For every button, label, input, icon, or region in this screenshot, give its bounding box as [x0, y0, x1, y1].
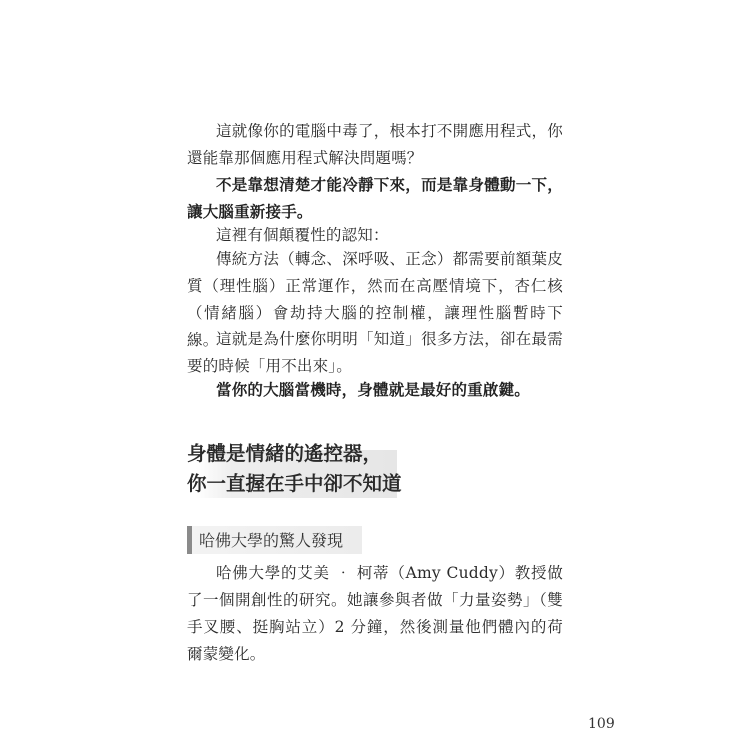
section-heading-accent [187, 526, 192, 554]
body-paragraph-5: 這就是為什麼你明明「知道」很多方法，卻在最需要的時候「用不出來」。 [187, 330, 563, 375]
body-paragraph-6: 當你的大腦當機時，身體就是最好的重啟鍵。 [216, 381, 531, 399]
page-number: 109 [588, 716, 615, 732]
chapter-headline [187, 439, 402, 499]
body-paragraph-3: 這裡有個顛覆性的認知： [216, 226, 389, 244]
section-heading: 哈佛大學的驚人發現 [199, 531, 344, 550]
section-paragraph-1: 哈佛大學的艾美 ‧ 柯蒂（Amy Cuddy）教授做了一個開創性的研究。她讓參與者做「力量姿勢」（雙手叉腰、挺胸站立）2 分鐘，然後測量他們體內的荷爾蒙變化。 [187, 564, 563, 663]
body-paragraph-1: 這就像你的電腦中毒了，根本打不開應用程式，你還能靠那個應用程式解決問題嗎？ [187, 122, 563, 167]
headline-line-1: 身體是情緒的遙控器， [187, 442, 383, 465]
body-paragraph-2: 不是靠想清楚才能冷靜下來，而是靠身體動一下，讓大腦重新接手。 [187, 176, 563, 221]
headline-line-2: 你一直握在手中卻不知道 [187, 472, 402, 495]
body-paragraph-4: 傳統方法（轉念、深呼吸、正念）都需要前額葉皮質（理性腦）正常運作，然而在高壓情境下，杏仁核（情緒腦）會劫持大腦的控制權，讓理性腦暫時下線。 [187, 250, 563, 349]
